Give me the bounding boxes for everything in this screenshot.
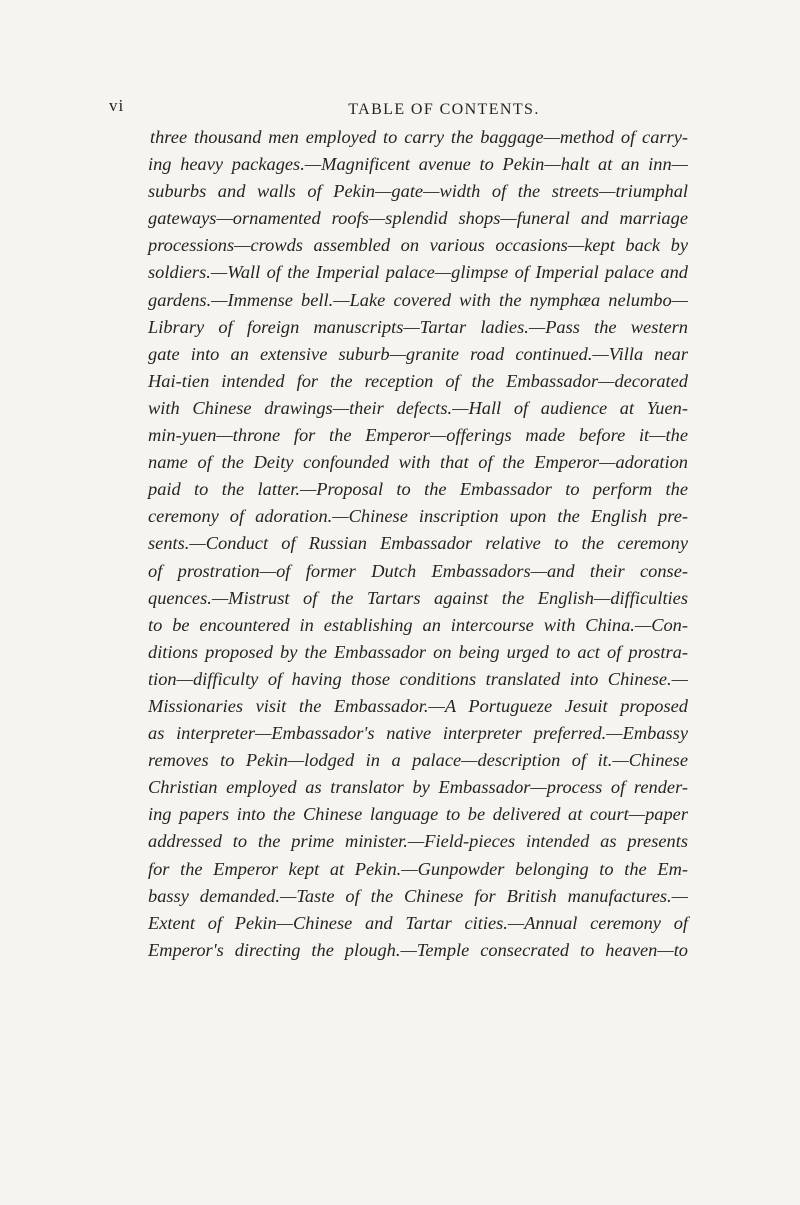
text-line: Library of foreign manuscripts—Tartar ladies.—Pass the western: [148, 316, 688, 337]
text-line: Christian employed as translator by Embassador—process of render-: [148, 777, 688, 798]
text-line: Emperor's directing the plough.—Temple consecrated to heaven—to: [148, 939, 688, 960]
text-line: as interpreter—Embassador's native interpreter preferred.—Embassy: [148, 723, 688, 744]
text-line: ditions proposed by the Embassador on being urged to act of prostra-: [148, 641, 688, 662]
text-line: three thousand men employed to carry the baggage—method of carry-: [150, 127, 688, 147]
page-number: vi: [109, 96, 125, 115]
text-line: suburbs and walls of Pekin—gate—width of the streets—triumphal: [148, 181, 688, 202]
text-line: gate into an extensive suburb—granite road continued.—Villa near: [148, 343, 688, 364]
text-line: ing heavy packages.—Magnificent avenue to Pekin—halt at an inn—: [148, 154, 688, 175]
text-line: to be encountered in establishing an intercourse with China.—Con-: [148, 614, 688, 635]
text-line: addressed to the prime minister.—Field-pieces intended as presents: [148, 831, 688, 852]
text-line: ceremony of adoration.—Chinese inscription upon the English pre-: [148, 506, 688, 527]
text-line: paid to the latter.—Proposal to the Embassador to perform the: [148, 479, 688, 500]
text-line: soldiers.—Wall of the Imperial palace—glimpse of Imperial palace and: [148, 262, 688, 283]
text-line: removes to Pekin—lodged in a palace—description of it.—Chinese: [148, 750, 688, 771]
text-line: Hai-tien intended for the reception of the Embassador—decorated: [148, 370, 688, 391]
text-line: for the Emperor kept at Pekin.—Gunpowder belonging to the Em-: [148, 858, 688, 879]
contents-paragraph: [148, 124, 688, 964]
text-line: gateways—ornamented roofs—splendid shops—funeral and marriage: [148, 208, 688, 229]
text-line: gardens.—Immense bell.—Lake covered with the nymphæa nelumbo—: [148, 289, 688, 310]
text-line: with Chinese drawings—their defects.—Hall of audience at Yuen-: [148, 397, 688, 418]
text-line: name of the Deity confounded with that of the Emperor—adoration: [148, 452, 688, 473]
text-line: processions—crowds assembled on various occasions—kept back by: [148, 235, 688, 256]
text-line: bassy demanded.—Taste of the Chinese for British manufactures.—: [148, 885, 688, 906]
text-line: ing papers into the Chinese language to be delivered at court—paper: [148, 804, 688, 825]
running-head: TABLE OF CONTENTS.: [348, 101, 540, 118]
text-line: Extent of Pekin—Chinese and Tartar cities.—Annual ceremony of: [148, 912, 688, 933]
text-line: quences.—Mistrust of the Tartars against the English—difficulties: [148, 587, 688, 608]
text-line: min-yuen—throne for the Emperor—offerings made before it—the: [148, 425, 688, 446]
text-line: tion—difficulty of having those conditions translated into Chinese.—: [148, 668, 688, 689]
text-line: sents.—Conduct of Russian Embassador relative to the ceremony: [148, 533, 688, 554]
text-line: of prostration—of former Dutch Embassadors—and their conse-: [148, 560, 688, 581]
text-line: Missionaries visit the Embassador.—A Portugueze Jesuit proposed: [148, 695, 688, 716]
